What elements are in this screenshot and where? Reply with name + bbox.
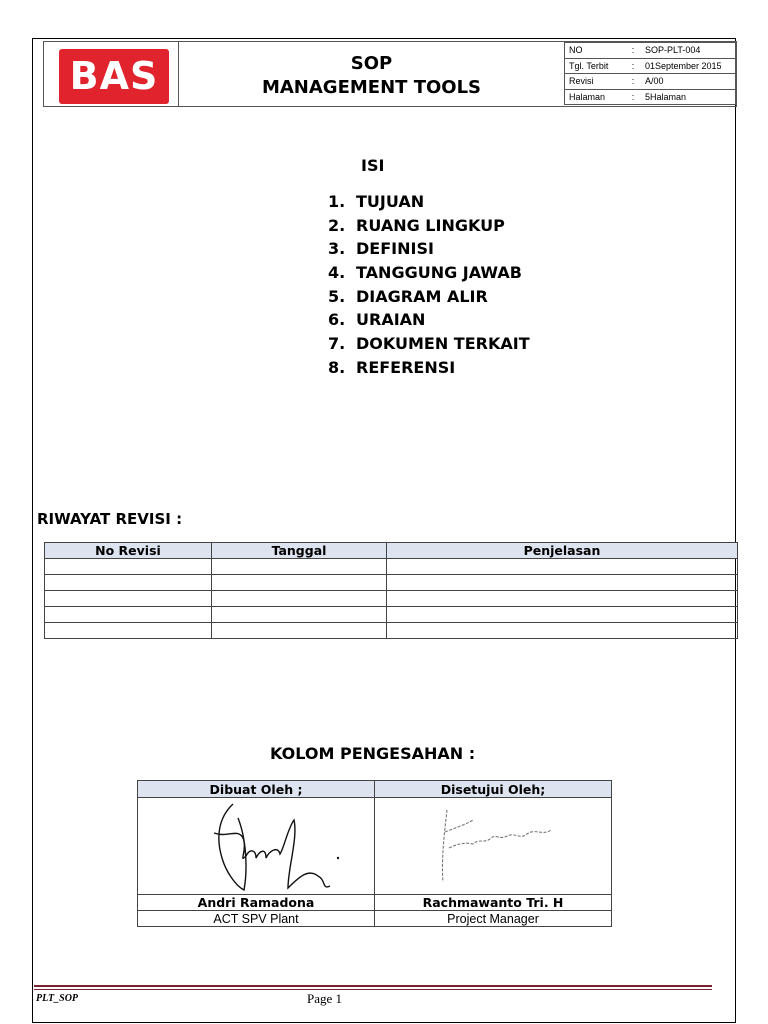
meta-key: Revisi: [565, 74, 626, 90]
approval-header-row: [138, 781, 612, 798]
footer-rule: [34, 985, 712, 987]
approver-role: Project Manager: [375, 911, 612, 927]
toc-item: [328, 334, 530, 358]
column-header: No Revisi: [45, 543, 212, 559]
table-cell: [387, 575, 738, 591]
title-cell: [179, 42, 564, 106]
table-row: [45, 591, 738, 607]
page-number: Page 1: [307, 991, 343, 1006]
table-cell: [387, 591, 738, 607]
meta-sep: :: [625, 89, 641, 105]
toc-number: 1.: [328, 192, 346, 211]
approver-name: Rachmawanto Tri. H: [375, 895, 612, 911]
toc-label: DIAGRAM ALIR: [356, 286, 488, 306]
table-cell: [212, 591, 387, 607]
signature-andri: [138, 798, 374, 894]
revision-header-row: [45, 543, 738, 559]
table-of-contents: [328, 192, 530, 382]
toc-item: [328, 239, 530, 263]
toc-number: 6.: [328, 310, 346, 330]
meta-row: [565, 89, 736, 105]
signature-cell: [375, 798, 612, 895]
toc-label: URAIAN: [356, 310, 426, 330]
toc-number: 5.: [328, 286, 346, 306]
meta-value: 01September 2015: [641, 58, 736, 74]
column-header-approved-by: Disetujui Oleh;: [375, 781, 612, 798]
signature-row: [138, 798, 612, 895]
toc-label: DOKUMEN TERKAIT: [356, 334, 530, 354]
toc-item: [328, 216, 530, 240]
toc-number: 4.: [328, 263, 346, 283]
company-logo: [59, 49, 169, 104]
toc-number: 7.: [328, 334, 346, 354]
table-cell: [45, 559, 212, 575]
table-cell: [387, 559, 738, 575]
document-meta-table: [564, 42, 736, 105]
preparer-name: Andri Ramadona: [138, 895, 375, 911]
document-title-sop: SOP: [350, 53, 393, 74]
revision-history-table: [44, 542, 738, 639]
table-row: [45, 559, 738, 575]
column-header-prepared-by: Dibuat Oleh ;: [138, 781, 375, 798]
meta-sep: :: [625, 58, 641, 74]
name-row: [138, 895, 612, 911]
role-row: [138, 911, 612, 927]
table-cell: [212, 623, 387, 639]
document-header: [43, 41, 737, 107]
table-cell: [387, 607, 738, 623]
toc-item: [328, 263, 530, 287]
table-cell: [45, 591, 212, 607]
meta-row: [565, 43, 736, 59]
toc-item: [328, 192, 530, 216]
toc-item: [328, 358, 530, 382]
toc-number: 2.: [328, 215, 346, 235]
table-cell: [45, 607, 212, 623]
table-cell: [212, 575, 387, 591]
table-cell: [387, 623, 738, 639]
footer-doc-code: PLT_SOP: [36, 993, 79, 1004]
toc-label: TANGGUNG JAWAB: [356, 263, 522, 283]
toc-label: DEFINISI: [356, 239, 434, 259]
table-cell: [212, 559, 387, 575]
signature-cell: [138, 798, 375, 895]
meta-key: NO: [565, 43, 626, 59]
meta-value: A/00: [641, 74, 736, 90]
footer-rule-thin: [34, 989, 712, 990]
document-title: MANAGEMENT TOOLS: [261, 77, 482, 98]
toc-label: RUANG LINGKUP: [356, 215, 505, 235]
toc-item: [328, 310, 530, 334]
logo-text: BAS: [69, 54, 159, 98]
table-cell: [45, 575, 212, 591]
meta-sep: :: [625, 74, 641, 90]
revision-history-title: RIWAYAT REVISI :: [37, 510, 183, 528]
meta-key: Tgl. Terbit: [565, 58, 626, 74]
signature-rachmawanto: [375, 798, 611, 894]
column-header: Tanggal: [212, 543, 387, 559]
logo-cell: [44, 42, 179, 106]
column-header: Penjelasan: [387, 543, 738, 559]
table-row: [45, 575, 738, 591]
toc-item: [328, 287, 530, 311]
meta-row: [565, 74, 736, 90]
toc-number: 8.: [328, 357, 346, 377]
toc-number: 3.: [328, 239, 346, 259]
meta-sep: :: [625, 43, 641, 59]
meta-key: Halaman: [565, 89, 626, 105]
preparer-role: ACT SPV Plant: [138, 911, 375, 927]
table-cell: [212, 607, 387, 623]
table-row: [45, 623, 738, 639]
table-row: [45, 607, 738, 623]
meta-value: 5Halaman: [641, 89, 736, 105]
contents-title: ISI: [361, 156, 385, 175]
toc-label: REFERENSI: [356, 357, 456, 377]
approval-table: [137, 780, 612, 927]
meta-value: SOP-PLT-004: [641, 43, 736, 59]
approval-title: KOLOM PENGESAHAN :: [270, 744, 476, 763]
toc-label: TUJUAN: [356, 192, 425, 211]
meta-row: [565, 58, 736, 74]
table-cell: [45, 623, 212, 639]
